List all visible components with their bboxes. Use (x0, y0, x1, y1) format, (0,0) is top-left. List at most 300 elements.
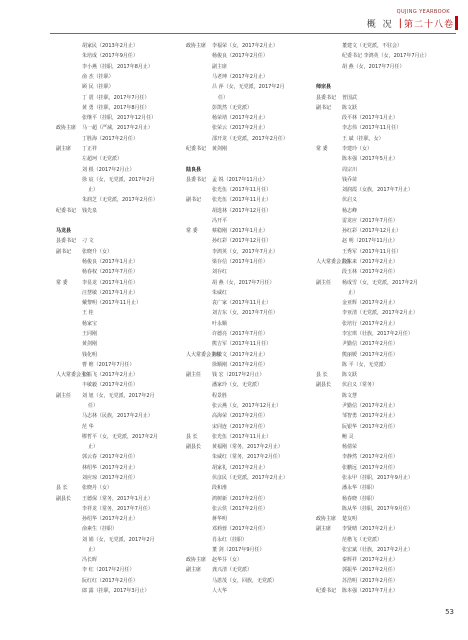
list-item (56, 288, 180, 298)
person-entry: 戴黎明（2017年11月止） (82, 300, 142, 307)
list-item (56, 154, 180, 164)
list-item (316, 483, 440, 493)
person-entry: 陈文跃 (342, 372, 358, 379)
person-entry: 刘应琼（2017年2月任） (82, 474, 138, 481)
person-entry: 李鸿英（女，2017年7月止） (212, 248, 278, 255)
list-item (186, 247, 310, 257)
list-item (316, 319, 440, 329)
list-item (316, 62, 440, 72)
person-entry: 止） (348, 289, 359, 296)
person-entry: 赵 明（2017年11月止） (342, 238, 398, 245)
person-entry: 伏启义（常务） (342, 382, 378, 389)
person-entry: 邹智勇（2017年2月止） (342, 413, 398, 420)
person-entry: 张鹏远（2017年2月任） (342, 464, 398, 471)
column-right (316, 41, 440, 596)
county-heading (316, 82, 440, 92)
list-item (186, 195, 310, 205)
list-item (316, 360, 440, 370)
role-label: 县委书记 (56, 238, 77, 245)
person-entry: 朱润芝（无党派，2017年2月任） (82, 197, 158, 204)
person-entry: 黄 勇（挂职，2017年8月任） (82, 104, 150, 111)
list-item (316, 452, 440, 462)
list-item (56, 360, 180, 370)
person-entry: 吕 萍（女，无党派，2017年2月 (212, 84, 285, 91)
list-item (316, 72, 440, 82)
person-entry: 林绍华（2017年2月止） (82, 464, 138, 471)
list-item (56, 298, 180, 308)
person-entry: 钱化明 (82, 351, 98, 358)
person-entry: 阮红红（2017年2月任） (82, 577, 138, 584)
list-item (56, 514, 180, 524)
list-item (186, 298, 310, 308)
list-item (186, 586, 310, 596)
list-item (186, 545, 310, 555)
person-entry: 许德亮（2017年7月任） (212, 331, 268, 338)
role-label: 纪委书记 (56, 207, 77, 214)
list-item (56, 144, 180, 154)
person-entry: 张晓升（女） (82, 248, 113, 255)
list-item (56, 308, 180, 318)
list-item (316, 185, 440, 195)
list-item (56, 545, 180, 555)
person-entry: 赵华芬（女） (212, 557, 243, 564)
person-entry: 段和淮 (212, 485, 228, 492)
list-item (186, 473, 310, 483)
person-entry: 杨春晓（挂职） (342, 495, 378, 502)
list-item (186, 51, 310, 61)
person-entry: 刘 娟（女，无党派，2017年2月 (82, 536, 155, 543)
person-entry: 曹 维（2017年7月任） (82, 361, 135, 368)
list-item (186, 206, 310, 216)
list-item (316, 154, 440, 164)
list-item (56, 164, 180, 174)
role-label: 县委书记 (316, 94, 337, 101)
person-entry: 丁胜海（2017年2月任） (82, 135, 138, 142)
role-label: 副主任 (56, 392, 72, 399)
list-item (316, 298, 440, 308)
list-item (56, 41, 180, 51)
header-rule (50, 33, 456, 34)
list-item (316, 586, 440, 596)
person-entry: 张培行（2017年2月止） (342, 320, 398, 327)
list-item (56, 473, 180, 483)
list-item (186, 555, 310, 565)
role-label: 县 长 (186, 433, 198, 440)
person-entry: 张光伍（2017年11月止） (212, 433, 272, 440)
person-entry: 伏启义 (342, 197, 358, 204)
list-item (186, 452, 310, 462)
role-label: 副书记 (186, 197, 202, 204)
list-item (186, 92, 310, 102)
person-entry: 陈本强（2017年7月止） (342, 588, 398, 595)
list-item (186, 565, 310, 575)
person-entry: 李亚清（无党派，2017年2月止） (342, 310, 418, 317)
role-label: 副主席 (316, 526, 332, 533)
person-entry: 熊吉军（2017年11月任） (212, 341, 272, 348)
person-entry: 徐顺刚（2017年2月任） (212, 361, 268, 368)
list-item (186, 236, 310, 246)
list-item (56, 535, 180, 545)
list-item (186, 483, 310, 493)
person-entry: 李贤晴（2017年2月止） (342, 526, 398, 533)
list-item (186, 493, 310, 503)
person-entry: 杨俊良（2017年1月止） (82, 259, 138, 266)
person-entry: 马一超（严减，2017年2月止） (82, 125, 153, 132)
person-entry: 张光伍（2017年11月任） (212, 187, 272, 194)
list-item (186, 391, 310, 401)
list-item (186, 319, 310, 329)
list-item (316, 545, 440, 555)
person-entry: 马老坤（2017年2月止） (212, 73, 268, 80)
list-item (186, 421, 310, 431)
person-entry: 王秀军（2017年11月任） (342, 248, 402, 255)
list-item (186, 411, 310, 421)
list-item (56, 576, 180, 586)
list-item (56, 236, 180, 246)
list-item (186, 380, 310, 390)
list-item (56, 103, 180, 113)
list-item (56, 493, 180, 503)
list-item (316, 92, 440, 102)
person-entry: 孙绍华（2017年2月止） (82, 516, 138, 523)
person-entry: 熊丽媛（2017年2月任） (342, 351, 398, 358)
role-label: 副县长 (316, 382, 332, 389)
person-entry: 楚友明 (342, 516, 358, 523)
person-entry: 丰敏毅（2017年2月任） (82, 382, 138, 389)
person-entry: 郭云春（2017年2月任） (82, 454, 138, 461)
person-entry: 汪慧敏（2017年1月止） (82, 289, 138, 296)
person-entry: 俞 杰（挂职） (82, 73, 114, 80)
person-entry: 尹勤信（2017年2月任） (342, 341, 398, 348)
person-entry: 张荣云（2017年2月止） (212, 125, 268, 132)
list-item (56, 134, 180, 144)
person-entry: 止） (88, 546, 99, 553)
list-item (186, 432, 310, 442)
list-item (186, 576, 310, 586)
person-entry: 杨春权（2017年7月任） (82, 269, 138, 276)
person-entry: 李小燕（挂职，2017年8月止） (82, 63, 153, 70)
role-label: 副主任 (186, 372, 202, 379)
person-entry: 孙红彩（2017年12月止） (342, 228, 402, 235)
list-item (56, 391, 180, 401)
list-item (316, 195, 440, 205)
person-entry: 刁 文 (82, 238, 94, 245)
list-item (186, 339, 310, 349)
list-item (186, 514, 310, 524)
red-tab-marker (455, 16, 458, 30)
person-entry: 杨成雪（女，无党派，2017年2月 (342, 279, 418, 286)
list-item (186, 103, 310, 113)
list-item (186, 463, 310, 473)
person-entry: 程景胜 (212, 392, 228, 399)
list-item (56, 267, 180, 277)
person-entry: 李祥龙（常务，2017年7月任） (82, 505, 153, 512)
person-entry: 金亚辉（2017年2月止） (342, 300, 398, 307)
person-entry: 杨倩荣 (342, 444, 358, 451)
role-label: 副县长 (56, 495, 72, 502)
person-entry: 黄福刚（常务，2017年2月止） (212, 444, 283, 451)
list-item (186, 82, 310, 92)
person-entry: 普国武 (342, 94, 358, 101)
list-item (56, 380, 180, 390)
person-entry: 周宗川 (342, 166, 358, 173)
personnel-list (56, 41, 440, 596)
person-entry: 张永甲（挂职，2017年9月止） (342, 474, 413, 481)
person-entry: 陈文跃 (342, 104, 358, 111)
list-item (316, 432, 440, 442)
county-heading (56, 226, 180, 236)
list-item (56, 247, 180, 257)
list-item (316, 206, 440, 216)
person-entry: 马恩茂（女，回族，无党派） (212, 577, 278, 584)
list-item (316, 524, 440, 534)
role-label: 常 委 (56, 279, 68, 286)
person-entry: 缪哲平（女，无党派，2017年2月 (82, 433, 158, 440)
list-item (56, 72, 180, 82)
yearbook-label: QUJING YEARBOOK (396, 9, 450, 15)
list-item (316, 514, 440, 524)
list-item (186, 504, 310, 514)
list-item (186, 123, 310, 133)
list-item (316, 463, 440, 473)
list-item (186, 144, 310, 154)
person-entry: 纪委书记 李鸿英（女，2017年7月止） (342, 53, 430, 60)
person-entry: 黄剑刚 (212, 145, 228, 152)
person-entry: 副主席 (212, 63, 228, 70)
list-item (186, 370, 310, 380)
person-entry: 胡选林（2017年12月任） (212, 207, 272, 214)
role-label: 政协主席 (316, 516, 337, 523)
person-entry: 止） (88, 187, 99, 194)
list-item (316, 349, 440, 359)
list-item (316, 51, 440, 61)
person-entry: 朱培成（2017年9月任） (82, 53, 138, 60)
list-item (316, 391, 440, 401)
person-entry: 张石飞（2017年2月止） (82, 372, 138, 379)
column-left (56, 41, 180, 596)
role-label: 政协主席 (186, 557, 207, 564)
person-entry: 钱乔苗 (342, 176, 358, 183)
list-item (316, 175, 440, 185)
person-entry: 张云侯（2017年2月任） (212, 505, 268, 512)
person-entry: 李福荣（女，2017年2月止） (212, 43, 278, 50)
list-item (316, 103, 440, 113)
list-item (316, 134, 440, 144)
list-item (316, 113, 440, 123)
list-item (316, 267, 440, 277)
person-entry: 高海荣（2017年2月任） (212, 413, 268, 420)
list-item (316, 41, 440, 51)
person-entry: 张晓丹（女） (82, 485, 113, 492)
list-item (186, 308, 310, 318)
person-entry: 鲍 灵 (342, 433, 354, 440)
person-entry: 陈敏文（2017年2月止） (212, 351, 268, 358)
list-item (56, 483, 180, 493)
list-item (56, 401, 180, 411)
list-item (316, 555, 440, 565)
list-item (316, 257, 440, 267)
list-item (56, 92, 180, 102)
person-entry: 李宏琪（壮族，2017年2月任） (342, 331, 413, 338)
person-entry: 陈从华（挂职，2017年9月任） (342, 505, 413, 512)
person-entry: 肖永红（挂职） (212, 536, 248, 543)
list-item (316, 565, 440, 575)
list-item (56, 51, 180, 61)
person-entry: 范楷飞（无党派） (342, 536, 383, 543)
person-entry: 李显龙（2017年1月任） (82, 279, 138, 286)
list-item (186, 72, 310, 82)
person-entry: 人大华 (212, 588, 228, 595)
person-entry: 孟 锐（2017年11月止） (212, 176, 268, 183)
person-entry: 叶永顺 (212, 320, 228, 327)
list-item (316, 226, 440, 236)
person-entry: 王德保（常务，2017年1月止） (82, 495, 153, 502)
person-entry: 鸿树新（2017年2月任） (212, 495, 268, 502)
list-item (316, 493, 440, 503)
person-entry: 钱 宏（2017年2月止） (212, 372, 265, 379)
list-item (56, 349, 180, 359)
person-entry: 张云燕（女，2017年12月止） (212, 402, 282, 409)
person-entry: 雷龙应（2017年7月任） (342, 217, 398, 224)
person-entry: 孙红彩（2017年12月任） (212, 238, 272, 245)
person-entry: 任） (88, 402, 99, 409)
person-entry: 刘存红 (212, 269, 228, 276)
list-item (56, 524, 180, 534)
list-item (56, 586, 180, 596)
role-label: 县 长 (56, 485, 68, 492)
role-label: 县 长 (316, 372, 328, 379)
person-entry: 张光伍（2017年11月止） (212, 197, 272, 204)
role-label: 人大常委会主任 (316, 259, 352, 266)
list-item (316, 247, 440, 257)
list-item (56, 432, 180, 442)
column-middle (186, 41, 310, 596)
list-item (186, 349, 310, 359)
person-entry: 段东来（2017年2月止） (342, 259, 398, 266)
person-entry: 苏浩明（2017年2月任） (342, 577, 398, 584)
list-item (56, 565, 180, 575)
role-label: 副主任 (316, 279, 332, 286)
list-item (56, 82, 180, 92)
person-entry: 李静然（2017年2月任） (342, 454, 398, 461)
list-item (316, 308, 440, 318)
person-entry: 彭凯然（无党派） (212, 104, 253, 111)
list-item (186, 175, 310, 185)
person-entry: 朱威红 (212, 289, 228, 296)
section-title-box (367, 16, 454, 30)
role-label: 副主席 (56, 145, 72, 152)
person-entry: 冯开平 (212, 217, 228, 224)
person-entry: 胡 燕（女，2017年7月任） (212, 279, 275, 286)
person-entry: 丁正祥 (82, 145, 98, 152)
person-entry: 黄剑刚 (82, 341, 98, 348)
edition-label: 第二十八卷 (403, 19, 454, 30)
list-item (56, 339, 180, 349)
person-entry: 梁存信（2017年1月任） (212, 259, 268, 266)
person-entry: 尹勤信（2017年2月止） (342, 402, 398, 409)
person-entry: 徐 宸（女，无党派，2017年2月 (82, 176, 155, 183)
list-item (186, 216, 310, 226)
list-item (56, 370, 180, 380)
list-item (56, 463, 180, 473)
list-item (56, 175, 180, 185)
person-entry: 段平林（2017年1月止） (342, 115, 398, 122)
person-entry: 王 斌（挂职，女） (342, 135, 384, 142)
list-item (56, 319, 180, 329)
person-entry: 冯长晖 (82, 557, 98, 564)
role-label: 马龙县 (56, 228, 72, 235)
list-item (316, 164, 440, 174)
list-item (56, 452, 180, 462)
person-entry: 胡 燕（女，2017年7月任） (342, 63, 405, 70)
section-title: 概 况 (366, 19, 394, 30)
list-item (186, 442, 310, 452)
person-entry: 止） (88, 444, 99, 451)
role-label: 政协主席 (186, 43, 207, 50)
person-entry: 潘家玲（女，无党派） (212, 382, 263, 389)
list-item (316, 236, 440, 246)
person-entry: 李 红（2017年2月任） (82, 567, 135, 574)
person-entry: 董 剑（2017年9月任） (212, 546, 265, 553)
role-label: 常 委 (186, 228, 198, 235)
list-item (186, 62, 310, 72)
list-item (56, 442, 180, 452)
person-entry: 伏彦民（无党派，2017年2月止） (212, 474, 288, 481)
list-item (316, 339, 440, 349)
person-entry: 蒋华明 (212, 516, 228, 523)
person-entry: 陈文慧 (342, 392, 358, 399)
person-entry: 刘润霞（女族，2017年7月止） (342, 187, 413, 194)
role-label: 副书记 (56, 248, 72, 255)
list-item (56, 62, 180, 72)
list-item (56, 329, 180, 339)
person-entry: 袁广家（2017年11月止） (212, 300, 272, 307)
list-item (56, 216, 180, 226)
person-entry: 潘永华（挂职） (342, 485, 378, 492)
list-item (56, 555, 180, 565)
list-item (186, 257, 310, 267)
person-entry: 杨荣靖（2017年2月止） (212, 115, 268, 122)
title-separator: | (398, 17, 402, 29)
person-entry: 刘吉东（女，2017年7月任） (212, 310, 278, 317)
person-entry: 邵开龙（无党派，2017年2月任） (212, 135, 288, 142)
list-item (316, 370, 440, 380)
person-entry: 钱先泉 (82, 207, 98, 214)
list-item (186, 360, 310, 370)
person-entry: 陈 平（女，无党派） (342, 361, 389, 368)
role-label: 县委书记 (186, 176, 207, 183)
person-entry: 任） (218, 94, 229, 101)
list-item (186, 113, 310, 123)
person-entry: 丁 震（挂职，2017年7月任） (82, 94, 150, 101)
role-label: 副主席 (186, 567, 202, 574)
list-item (186, 134, 310, 144)
person-entry: 段玉林（2017年2月任） (342, 269, 398, 276)
person-entry: 刘 旭（女，无党派，2017年2月 (82, 392, 155, 399)
person-entry: 顾 民（挂职） (82, 84, 114, 91)
list-item (186, 41, 310, 51)
list-item (56, 195, 180, 205)
person-entry: 龚兴清（无党派） (212, 567, 253, 574)
list-item (316, 216, 440, 226)
person-entry: 张继平（挂职，2017年12月任） (82, 115, 157, 122)
list-item (186, 535, 310, 545)
person-entry: 郎 露（挂职，2017年3月止） (82, 588, 150, 595)
list-item (56, 257, 180, 267)
person-entry: 张宏斌（壮族，2017年2月止） (342, 546, 413, 553)
role-label: 副县长 (186, 444, 202, 451)
page-number: 53 (445, 608, 454, 616)
